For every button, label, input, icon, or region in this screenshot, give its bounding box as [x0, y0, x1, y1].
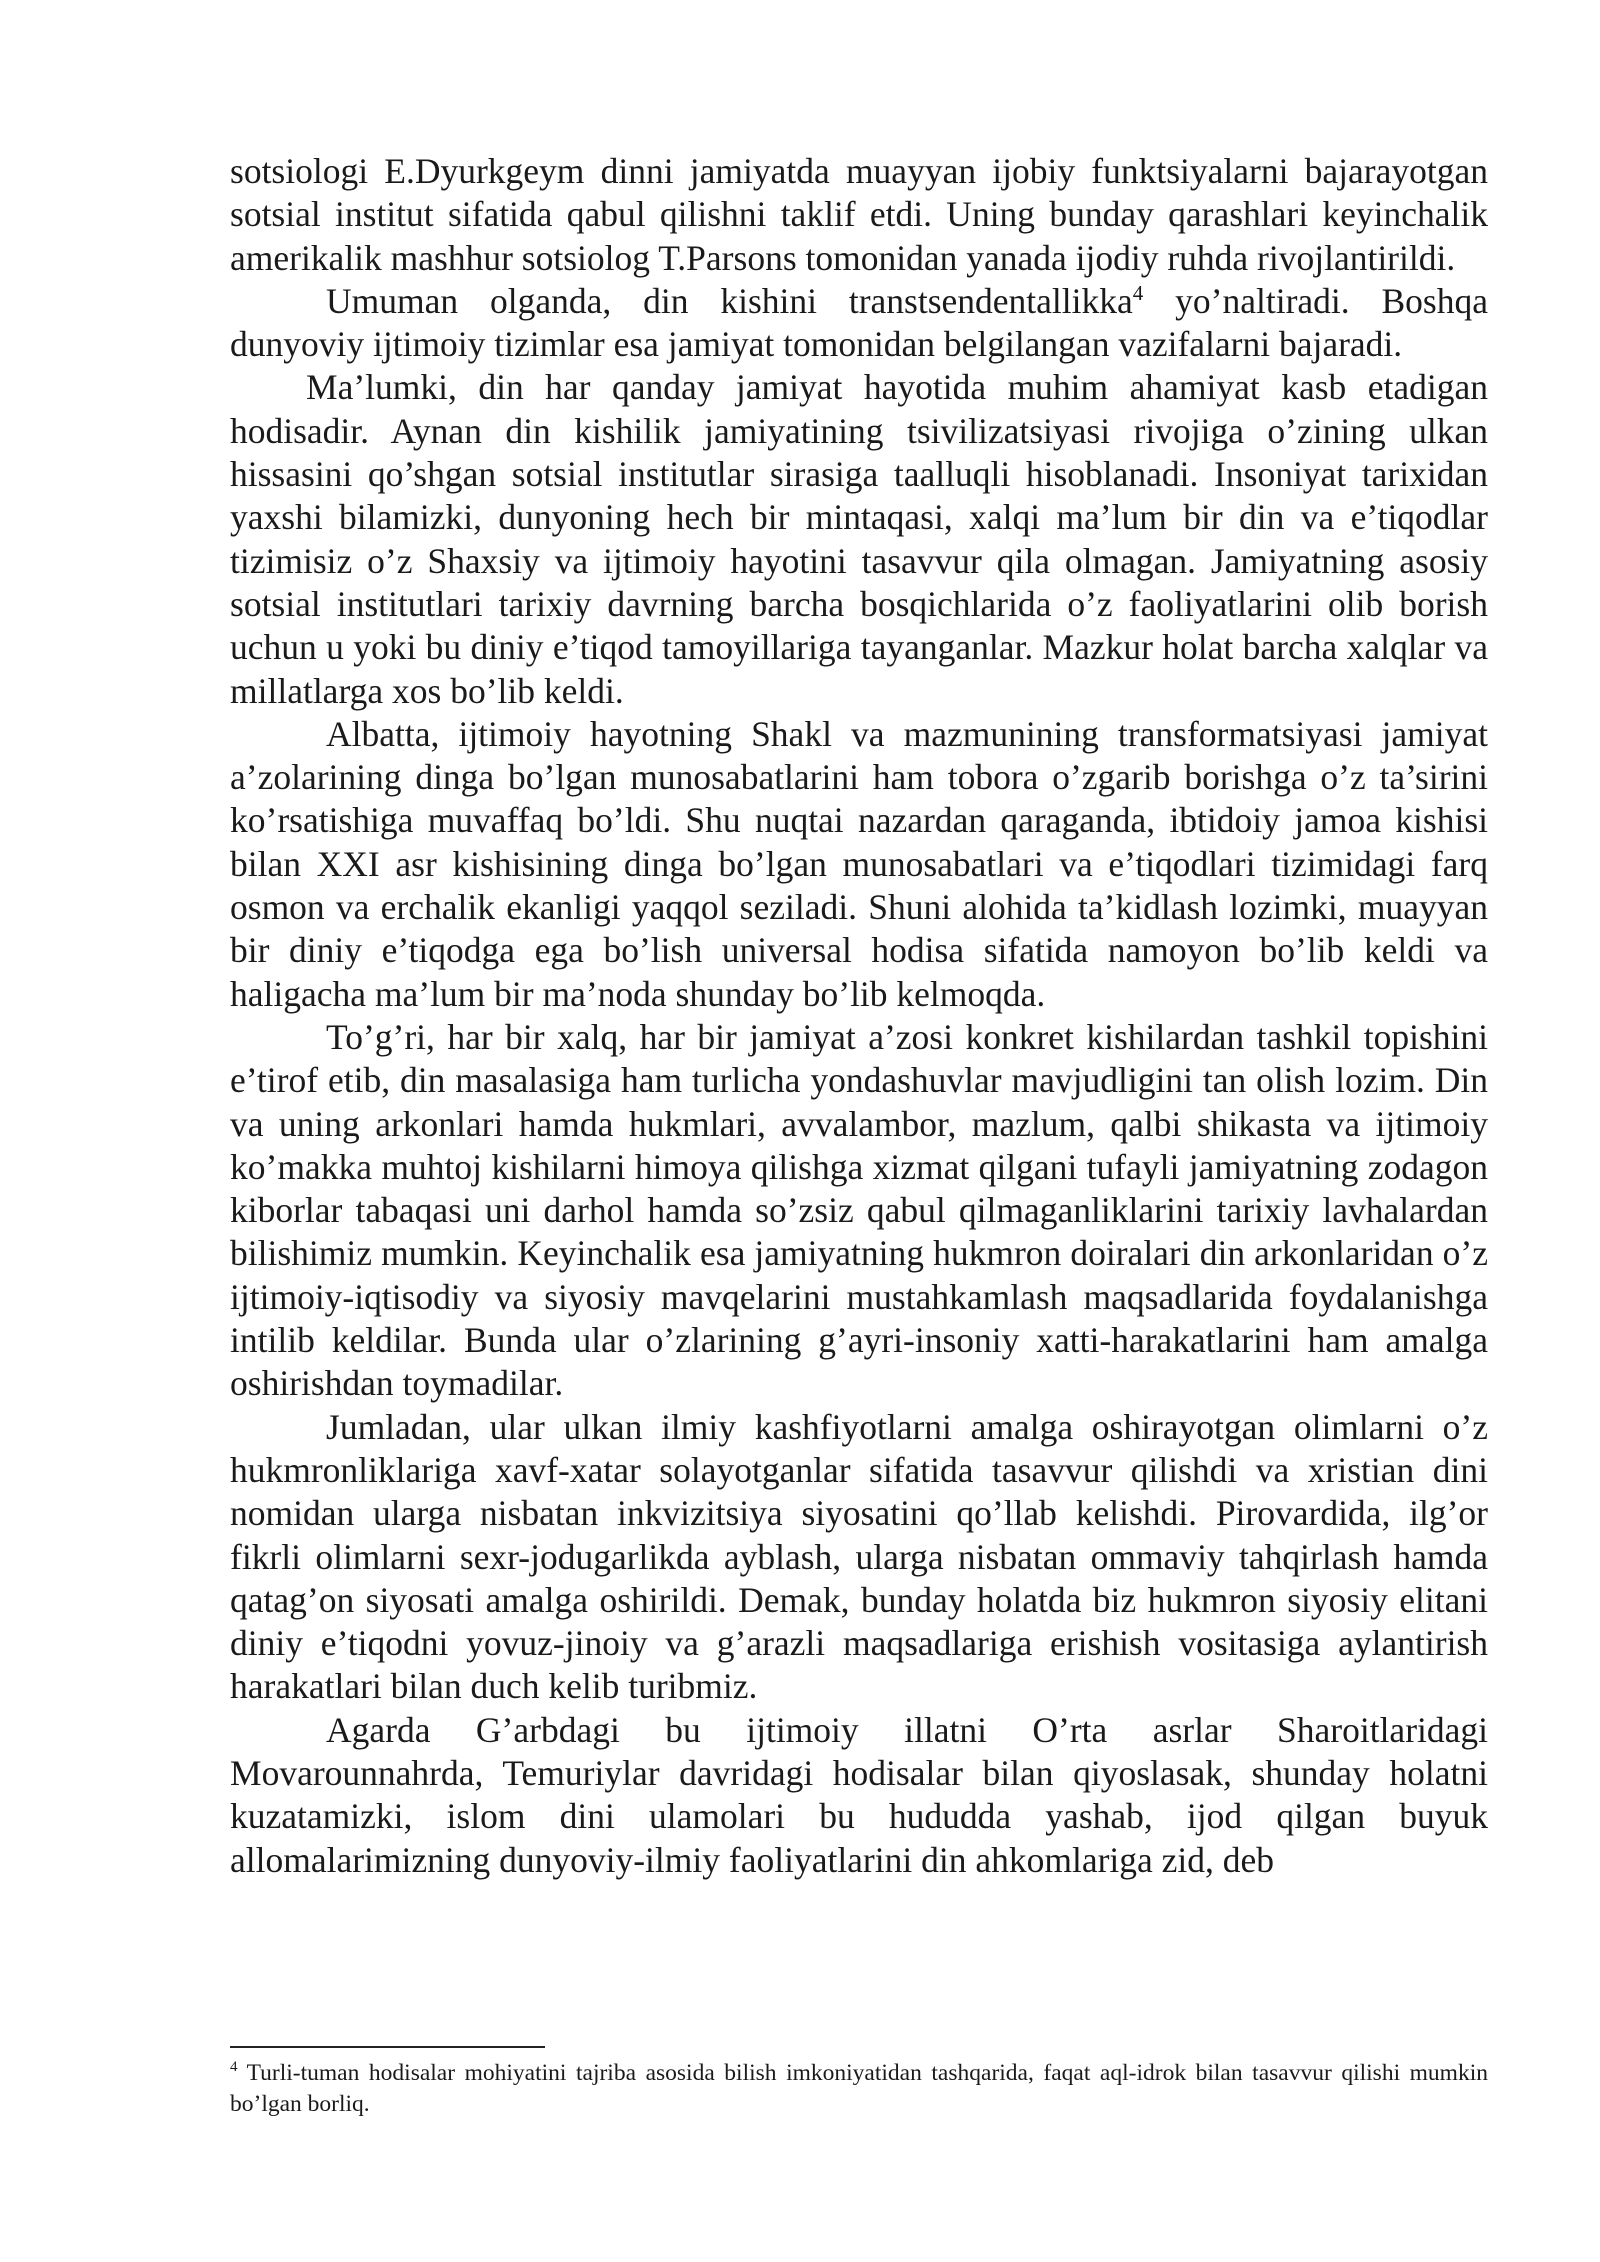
paragraph-5: To’g’ri, har bir xalq, har bir jamiyat a’zosi konkret kishilardan tashkil topishini e’tirof etib, din masalasiga ham turlicha yondashuvlar mavjudligini tan olish lozim. Din va uning arkonlari hamda hukmlari, avvalambor, mazlum, qalbi shikasta va ijtimoiy ko’makka muhtoj kishilarni himoya qilishga xizmat qilgani tufayli jamiyatning zodagon kiborlar tabaqasi uni darhol hamda so’zsiz qabul qilmaganliklarini tarixiy lavhalardan bilishimiz mumkin. Keyinchalik esa jamiyatning hukmron doiralari din arkonlaridan o’z ijtimoiy-iqtisodiy va siyosiy mavqelarini mustahkamlash maqsadlarida foydalanishga intilib keldilar. Bunda ular o’zlarining g’ayri-insoniy xatti-harakatlarini ham amalga oshirishdan toymadilar. — [230, 1016, 1488, 1404]
paragraph-6: Jumladan, ular ulkan ilmiy kashfiyotlarni amalga oshirayotgan olimlarni o’z hukmronliklariga xavf-xatar solayotganlar sifatida tasavvur qilishdi va xristian dini nomidan ularga nisbatan inkvizitsiya siyosatini qo’llab kelishdi. Pirovardida, ilg’or fikrli olimlarni sexr-jodugarlikda ayblash, ularga nisbatan ommaviy tahqirlash hamda qatag’on siyosati amalga oshirildi. Demak, bunday holatda biz hukmron siyosiy elitani diniy e’tiqodni yovuz-jinoiy va g’arazli maqsadlariga erishish vositasiga aylantirish harakatlari bilan duch kelib turibmiz. — [230, 1406, 1488, 1707]
paragraph-7: Agarda G’arbdagi bu ijtimoiy illatni O’rta asrlar Sharoitlaridagi Movarounnahrda, Temuriylar davridagi hodisalar bilan qiyoslasak, shunday holatni kuzatamizki, islom dini ulamolari bu hududda yashab, ijod qilgan buyuk allomalarimizning dunyoviy-ilmiy faoliyatlarini din ahkomlariga zid, deb — [230, 1709, 1488, 1880]
paragraph-2 — [230, 280, 1488, 367]
paragraph-1: sotsiologi E.Dyurkgeym dinni jamiyatda muayyan ijobiy funktsiyalarni bajarayotgan sotsial institut sifatida qabul qilishni taklif etdi. Uning bunday qarashlari keyinchalik amerikalik mashhur sotsiolog T.Parsons tomonidan yanada ijodiy ruhda rivojlantirildi. — [230, 151, 1488, 278]
paragraph-3: Ma’lumki, din har qanday jamiyat hayotida muhim ahamiyat kasb etadigan hodisadir. Aynan din kishilik jamiyatining tsivilizatsiyasi rivojiga o’zining ulkan hissasini qo’shgan sotsial institutlar sirasiga taalluqli hisoblanadi. Insoniyat tarixidan yaxshi bilamizki, dunyoning hech bir mintaqasi, xalqi ma’lum bir din va e’tiqodlar tizimisiz o’z Shaxsiy va ijtimoiy hayotini tasavvur qila olmagan. Jamiyatning asosiy sotsial institutlari tarixiy davrning barcha bosqichlarida o’z faoliyatlarini olib borish uchun u yoki bu diniy e’tiqod tamoyillariga tayanganlar. Mazkur holat barcha xalqlar va millatlarga xos bo’lib keldi. — [230, 367, 1488, 711]
paragraph-2-text-before: Umuman olganda, din kishini transtsendentallikka — [326, 280, 1133, 321]
paragraph-2-text-after: yo’naltiradi. Boshqa dunyoviy ijtimoiy tizimlar esa jamiyat tomonidan belgilangan vazifalarni bajaradi. — [230, 280, 1488, 365]
footnote — [230, 2058, 1488, 2120]
footnote-text: Turli-tuman hodisalar mohiyatini tajriba asosida bilish imkoniyatidan tashqarida, faqat aql-idrok bilan tasavvur qilishi mumkin bo’lgan borliq. — [230, 2060, 1488, 2117]
footnote-separator — [230, 2046, 545, 2048]
paragraph-4: Albatta, ijtimoiy hayotning Shakl va mazmunining transformatsiyasi jamiyat a’zolarining dinga bo’lgan munosabatlarini ham tobora o’zgarib borishga o’z ta’sirini ko’rsatishiga muvaffaq bo’ldi. Shu nuqtai nazardan qaraganda, ibtidoiy jamoa kishisi bilan XXI asr kishisining dinga bo’lgan munosabatlari va e’tiqodlari tizimidagi farq osmon va erchalik ekanligi yaqqol seziladi. Shuni alohida ta’kidlash lozimki, muayyan bir diniy e’tiqodga ega bo’lish universal hodisa sifatida namoyon bo’lib keldi va haligacha ma’lum bir ma’noda shunday bo’lib kelmoqda. — [230, 713, 1488, 1014]
page-body — [230, 150, 1488, 1882]
footnote-reference[interactable]: 4 — [1132, 281, 1144, 306]
footnote-marker: 4 — [230, 2059, 238, 2076]
